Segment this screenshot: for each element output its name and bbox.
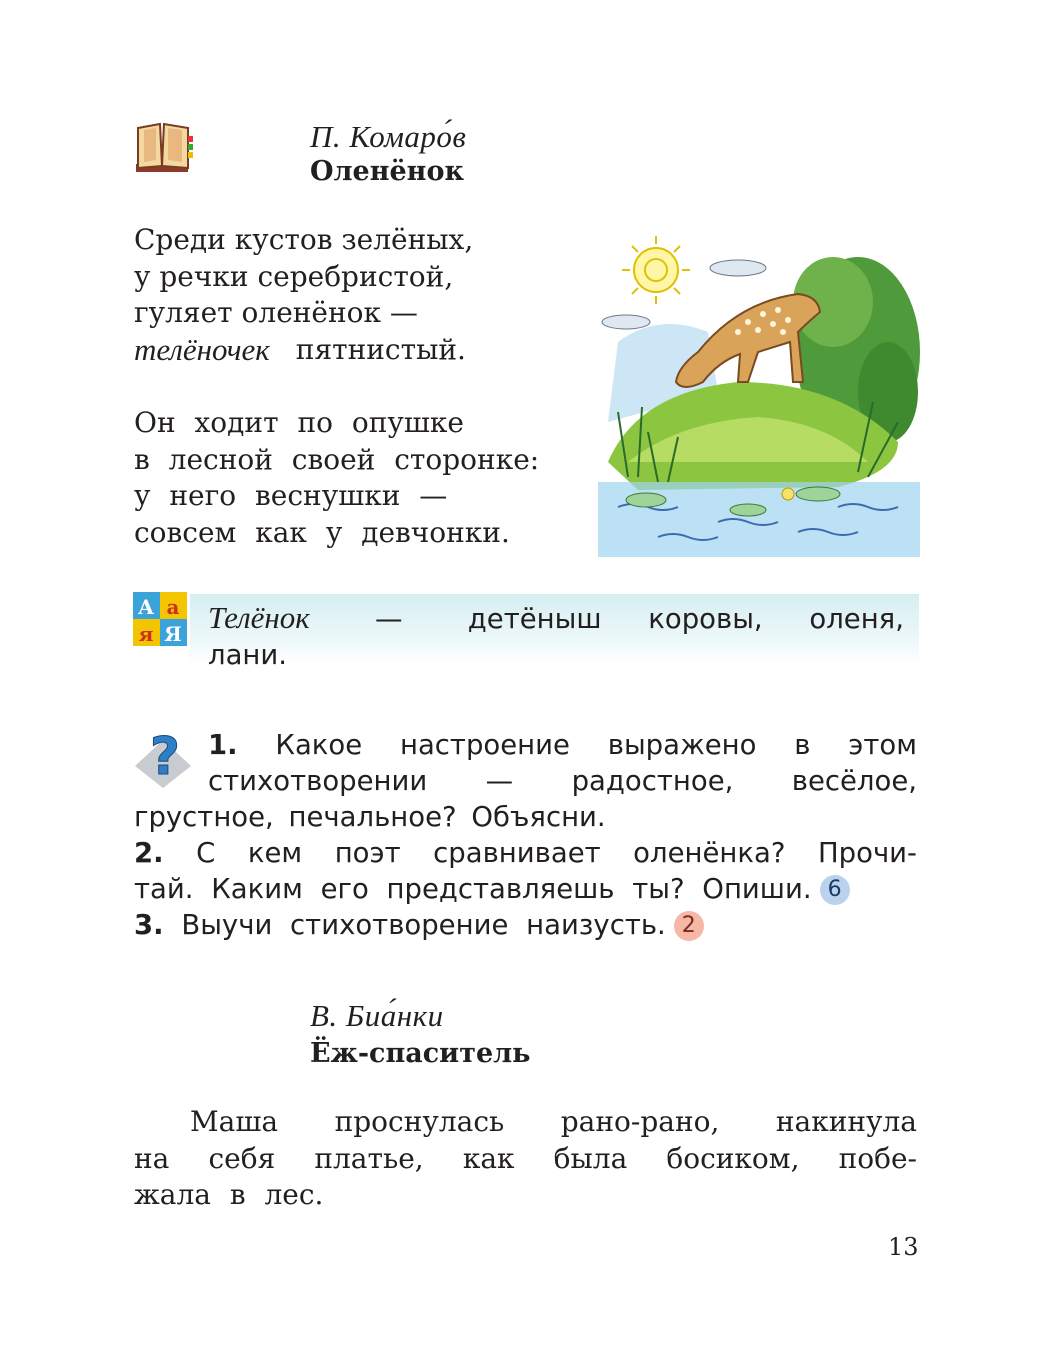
poem-line [134,222,546,259]
icon-letter: Я [164,622,182,646]
poem-line-text: пятнистый. [295,332,466,366]
dictionary-term: Телёнок [208,600,310,635]
dictionary-dash: — [375,603,403,635]
poem-line [134,259,516,296]
dictionary-definition [208,600,904,673]
story-line-3: жала в лес. [134,1178,324,1211]
poem-line [134,295,484,332]
fawn-illustration [598,232,920,557]
icon-letter: я [138,622,154,646]
question-3 [134,907,704,943]
question-2-line-1 [134,835,917,871]
question-text: Какое настроение выражено в этом [275,729,917,761]
definition-line-2: лани. [208,639,288,671]
section-badge-6: 6 [820,875,850,905]
question-1-line-3: грустное, печальное? Объясни. [134,801,606,833]
question-mark: ? [149,727,181,787]
question-text: С кем поэт сравнивает оленёнка? Прочи- [196,837,917,869]
poem-line: Он ходит по опушке [134,406,464,439]
question-text: тай. Каким его представляешь ты? Опиши. [134,873,812,905]
story-line-1: Маша проснулась рано-рано, накинула [190,1105,917,1138]
question-number: 2. [134,837,164,869]
question-2-line-2 [134,871,917,907]
story-line-2: на себя платье, как была босиком, побе- [134,1141,917,1175]
story-title: Ёж-спаситель [310,1038,531,1069]
reading-book-icon [134,120,194,176]
poem-stanza-1 [134,222,546,368]
dictionary-icon [133,592,187,646]
section-badge-2: 2 [674,911,704,941]
icon-letter: а [166,595,180,619]
question-1-line-1 [208,727,917,763]
page-number: 13 [888,1233,919,1261]
question-text: Выучи стихотворение наизусть. [181,909,666,941]
question-1-line-2: стихотворении — радостное, весёлое, [208,765,917,797]
poem-line: совсем как у девчонки. [134,515,510,549]
question-number: 1. [208,729,238,761]
poem-title: Оленёнок [310,156,464,187]
question-number: 3. [134,909,164,941]
italic-word: телёночек [134,331,270,367]
story-text [134,1104,917,1214]
poem-line-text: Среди кустов зелёных, [134,223,474,256]
poem-line: у него веснушки — [134,479,448,512]
question-1 [208,727,917,799]
question-2 [134,835,917,907]
story-author: В. Биа́нки [310,998,444,1033]
poem-line-text: гуляет оленёнок — [134,296,418,329]
definition-line-1: детёныш коровы, оленя, [467,603,904,635]
poem-line-text: у речки серебристой, [134,259,454,293]
poem-line: в лесной своей сторонке: [134,442,540,476]
icon-letter: А [137,595,155,619]
question-icon [133,726,193,788]
poem-stanza-2 [134,405,539,551]
poem-line [134,332,546,369]
poem-author: П. Комаро́в [310,119,467,154]
